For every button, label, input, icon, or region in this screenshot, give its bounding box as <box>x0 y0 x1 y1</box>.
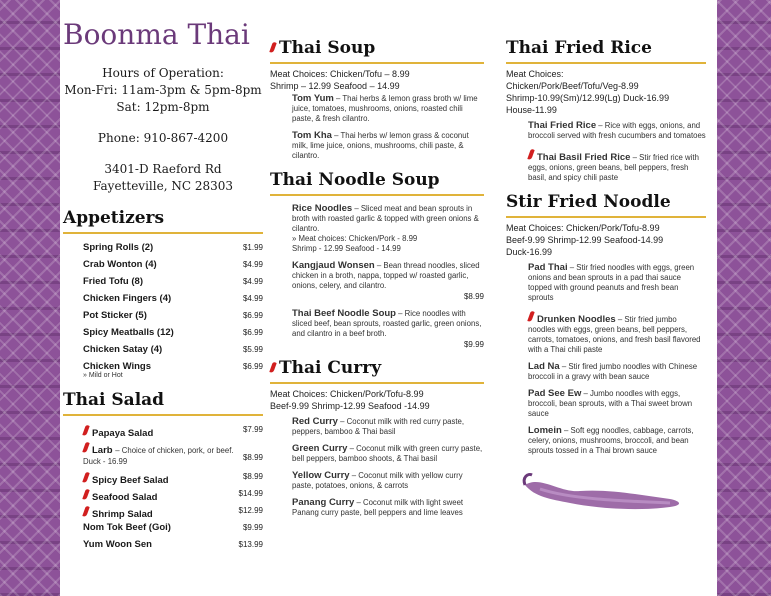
list-item: Tom Kha – Thai herbs w/ lemon grass & coconut milk, lime juice, onions, mushrooms, chili paste, & cilantro. <box>292 130 469 160</box>
list-item: Seafood Salad $14.99 <box>83 488 263 505</box>
list-item: Spicy Beef Salad $8.99 <box>83 471 263 488</box>
list-item: Lomein – Soft egg noodles, cabbage, carrots, celery, onions, mushrooms, broccoli, and bean sprouts tossed in a Thai brown sauce <box>528 425 694 455</box>
column-right <box>506 0 706 520</box>
list-item: Shrimp Salad $12.99 <box>83 505 263 522</box>
list-item: Spring Rolls (2) $1.99 <box>83 242 263 253</box>
list-item: Green Curry – Coconut milk with green curry paste, bell peppers, bamboo shoots, & Thai basil <box>292 443 483 463</box>
list-item: Pad Thai – Stir fried noodles with eggs, green onions and bean sprouts in a pad thai sauce topped with ground peanuts and fresh bean sprouts <box>528 262 695 302</box>
curry-section <box>270 357 484 518</box>
chili-pepper-icon <box>270 361 277 373</box>
list-item: Larb – Choice of chicken, pork, or beef. Duck - 16.99 $8.99 <box>83 441 263 467</box>
stir-noodle-title: Stir Fried Noodle <box>506 192 671 212</box>
meat-choices: House-11.99 <box>506 105 557 115</box>
left-border-pattern <box>0 0 60 596</box>
chili-pepper-icon <box>83 424 90 436</box>
soup-title: Thai Soup <box>279 38 376 58</box>
list-item: Chicken Satay (4) $5.99 <box>83 344 263 355</box>
list-item: Thai Fried Rice – Rice with eggs, onions, and broccoli served with fresh cucumbers and tomatoes <box>528 120 706 140</box>
list-item: Tom Yum – Thai herbs & lemon grass broth w/ lime juice, tomatoes, mushrooms, onions, roasted chili paste, & fresh cilantro. <box>292 93 478 123</box>
hours-weekday: Mon-Fri: 11am-3pm & 5pm-8pm <box>64 83 262 97</box>
salad-list <box>63 424 263 556</box>
list-item: Lad Na – Stir fired jumbo noodles with Chinese broccoli in a gravy with bean sauce <box>528 361 698 381</box>
meat-choices: Shrimp – 12.99 Seafood – 14.99 <box>270 81 400 91</box>
address-line1: 3401-D Raeford Rd <box>104 162 222 176</box>
phone: Phone: 910-867-4200 <box>97 131 229 145</box>
hours-saturday: Sat: 12pm-8pm <box>116 100 210 114</box>
meat-choices: Meat Choices: Chicken/Pork/Tofu-8.99 <box>270 389 424 399</box>
salad-section <box>63 389 263 556</box>
list-item: Drunken Noodles – Stir fried jumbo noodles with eggs, green beans, bell peppers, carrots, tomatoes, onions, and fresh basil flavored with a Thai chili paste <box>528 310 706 355</box>
appetizers-list <box>63 242 263 379</box>
stir-noodle-section <box>506 191 706 456</box>
item-note: » Mild or Hot <box>83 372 123 379</box>
curry-title: Thai Curry <box>279 358 382 378</box>
list-item: Yellow Curry – Coconut milk with yellow curry paste, potatoes, onions, & carrots <box>292 470 463 490</box>
list-item: Pad See Ew – Jumbo noodles with eggs, broccoli, bean sprouts, with a Thai sweet brown sauce <box>528 388 693 418</box>
chili-illustration <box>520 465 690 515</box>
noodle-soup-title: Thai Noodle Soup <box>270 170 440 190</box>
section-divider <box>506 216 706 218</box>
salad-title: Thai Salad <box>63 390 165 410</box>
meat-choices: Shrimp-10.99(Sm)/12.99(Lg) Duck-16.99 <box>506 93 670 103</box>
address-line2: Fayetteville, NC 28303 <box>93 179 233 193</box>
chili-pepper-icon <box>528 148 535 160</box>
chili-pepper-icon <box>528 310 535 322</box>
chili-pepper-icon <box>83 488 90 500</box>
chili-pepper-icon <box>83 471 90 483</box>
list-item: Kangjaud Wonsen – Bean thread noodles, sliced chicken in a broth, nappa, topped w/ roasted garlic, onions, celery, and cilantro. $8.99 <box>292 260 484 301</box>
list-item: Red Curry – Coconut milk with red curry paste, peppers, bamboo & Thai basil <box>292 416 465 436</box>
list-item: Spicy Meatballs (12) $6.99 <box>83 327 263 338</box>
section-divider <box>270 62 484 64</box>
appetizers-section <box>63 207 263 379</box>
meat-choices: Meat Choices: Chicken/Pork/Tofu-8.99 <box>506 223 660 233</box>
section-divider <box>270 194 484 196</box>
list-item: Crab Wonton (4) $4.99 <box>83 259 263 270</box>
meat-choices: Meat Choices: Chicken/Tofu – 8.99 <box>270 69 410 79</box>
section-divider <box>506 62 706 64</box>
meat-choices: Duck-16.99 <box>506 247 553 257</box>
meat-choices: Beef-9.99 Shrimp-12.99 Seafood-14.99 <box>506 235 664 245</box>
list-item: Papaya Salad $7.99 <box>83 424 263 441</box>
list-item: Fried Tofu (8) $4.99 <box>83 276 263 287</box>
chili-pepper-icon <box>83 505 90 517</box>
list-item: Chicken Fingers (4) $4.99 <box>83 293 263 304</box>
list-item: Nom Tok Beef (Goi) $9.99 <box>83 522 263 533</box>
list-item: Yum Woon Sen $13.99 <box>83 539 263 550</box>
section-divider <box>270 382 484 384</box>
chili-pepper-icon <box>83 441 90 453</box>
list-item: Pot Sticker (5) $6.99 <box>83 310 263 321</box>
hours-block <box>63 65 263 195</box>
column-middle <box>270 0 484 525</box>
list-item: Thai Basil Fried Rice – Stir fried rice with eggs, onions, green beans, bell peppers, fresh basil, and spicy chili paste <box>528 148 706 183</box>
restaurant-name: Boonma Thai <box>63 18 250 51</box>
meat-choices: Beef-9.99 Shrimp-12.99 Seafood -14.99 <box>270 401 430 411</box>
meat-choices: Meat Choices: <box>506 69 564 79</box>
noodle-soup-section <box>270 169 484 350</box>
list-item: Rice Noodles – Sliced meat and bean sprouts in broth with roasted garlic & topped with green onions & cilantro. » Meat choices: Chicken/Pork - 8.99 Shrimp - 12.99 Seafood - 14.99 <box>292 203 479 253</box>
list-item: Thai Beef Noodle Soup – Rice noodles with sliced beef, bean sprouts, roasted garlic, green onions, and cilantro in a beef broth. $9.99 <box>292 308 484 349</box>
hours-title: Hours of Operation: <box>102 66 224 80</box>
list-item: Chicken Wings $6.99 <box>83 361 263 372</box>
menu-page <box>60 0 717 596</box>
section-divider <box>63 414 263 416</box>
appetizers-title: Appetizers <box>63 208 165 228</box>
fried-rice-section <box>506 37 706 183</box>
chili-pepper-icon <box>270 41 277 53</box>
soup-section <box>270 37 484 161</box>
list-item: Panang Curry – Coconut milk with light sweet Panang curry paste, bell peppers and lime leaves <box>292 497 464 517</box>
section-divider <box>63 232 263 234</box>
column-left <box>63 0 263 556</box>
right-border-pattern <box>717 0 771 596</box>
meat-choices: Chicken/Pork/Beef/Tofu/Veg-8.99 <box>506 81 639 91</box>
fried-rice-title: Thai Fried Rice <box>506 38 652 58</box>
